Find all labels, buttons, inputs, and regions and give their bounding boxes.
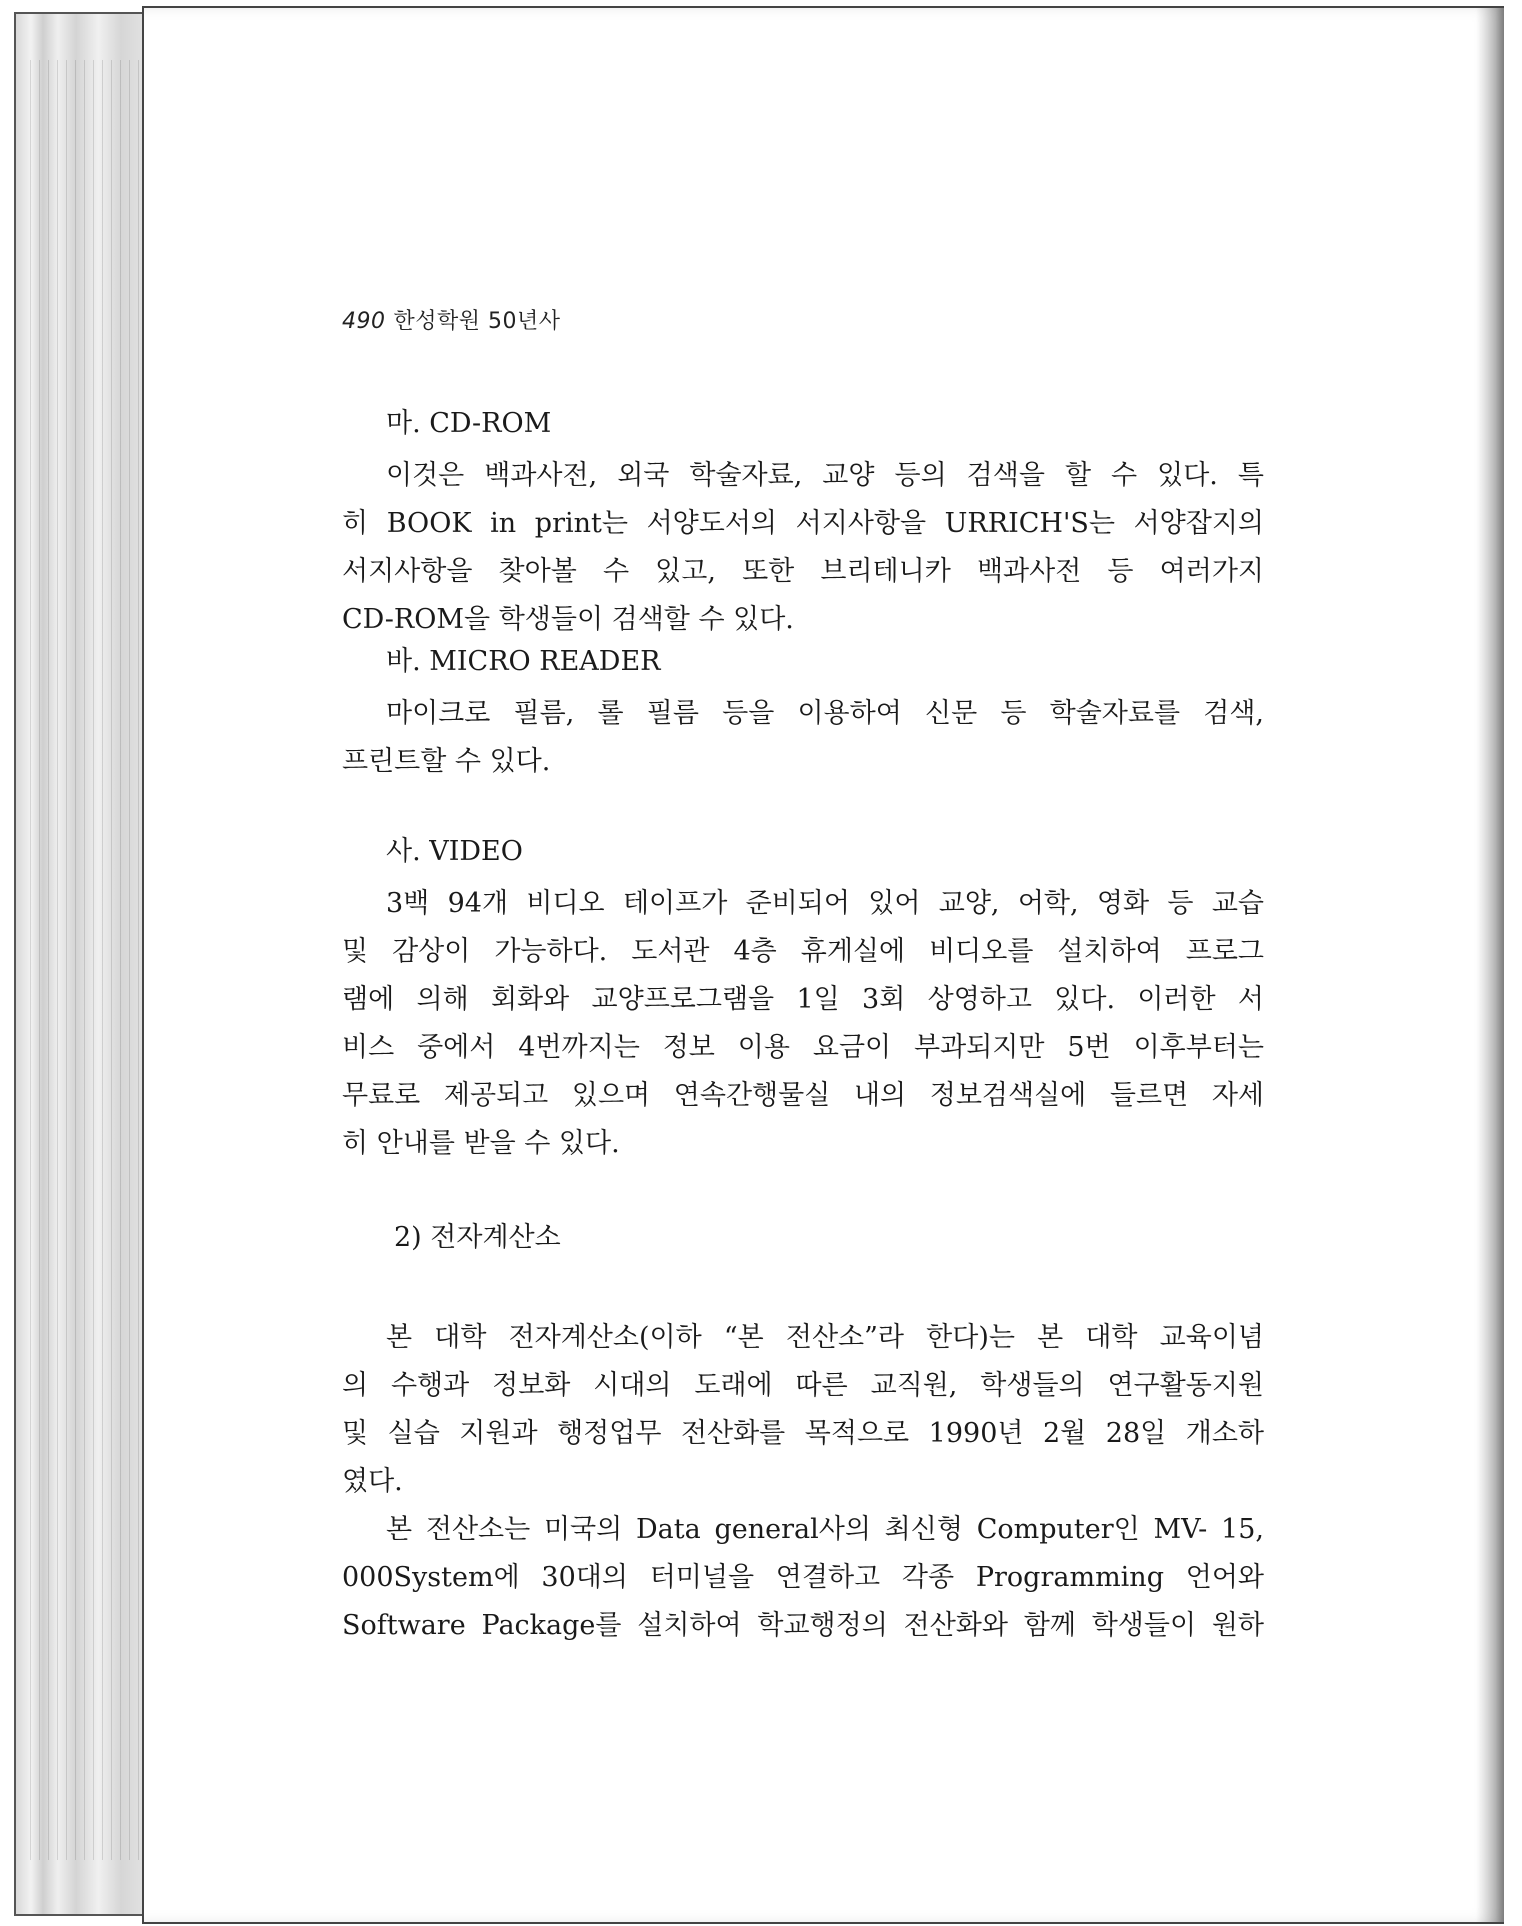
page-stack-lines [30,60,140,1860]
text-line: 및 감상이 가능하다. 도서관 4층 휴게실에 비디오를 설치하여 프로그 [342,936,1264,967]
text-line: 히 안내를 받을 수 있다. [342,1128,620,1159]
text-line: 마이크로 필름, 롤 필름 등을 이용하여 신문 등 학술자료를 검색, [386,698,1264,729]
text-line: 3백 94개 비디오 테이프가 준비되어 있어 교양, 어학, 영화 등 교습 [386,888,1264,919]
text-line: 서지사항을 찾아볼 수 있고, 또한 브리테니카 백과사전 등 여러가지 [342,556,1264,587]
section-body-cdrom [342,452,1264,644]
text-line: 본 대학 전자계산소(이하 “본 전산소”라 한다)는 본 대학 교육이념 [386,1322,1264,1353]
section-heading-micro-reader: 바. MICRO READER [386,646,661,677]
text-line: 본 전산소는 미국의 Data general사의 최신형 Computer인 MV- 15, [386,1514,1264,1545]
section-body-computer-center-para2 [342,1506,1264,1650]
text-line: 무료로 제공되고 있으며 연속간행물실 내의 정보검색실에 들르면 자세 [342,1080,1264,1111]
section-heading-video: 사. VIDEO [386,836,523,867]
text-line: 및 실습 지원과 행정업무 전산화를 목적으로 1990년 2월 28일 개소하 [342,1418,1264,1449]
running-head [342,304,561,335]
section-body-video [342,880,1264,1168]
section-body-computer-center-para1 [342,1314,1264,1506]
text-line: Software Package를 설치하여 학교행정의 전산화와 함께 학생들이 원하 [342,1610,1264,1641]
section-heading-computer-center: 2) 전자계산소 [394,1222,561,1253]
text-line: 의 수행과 정보화 시대의 도래에 따른 교직원, 학생들의 연구활동지원 [342,1370,1264,1401]
section-heading-cdrom: 마. CD-ROM [386,408,552,439]
text-line: 였다. [342,1466,403,1497]
text-line: 비스 중에서 4번까지는 정보 이용 요금이 부과되지만 5번 이후부터는 [342,1032,1264,1063]
text-line: 램에 의해 회화와 교양프로그램을 1일 3회 상영하고 있다. 이러한 서 [342,984,1264,1015]
book-page [142,6,1504,1924]
book-title: 한성학원 50년사 [393,309,561,334]
text-line: 000System에 30대의 터미널을 연결하고 각종 Programming 언어와 [342,1562,1264,1593]
text-line: 이것은 백과사전, 외국 학술자료, 교양 등의 검색을 할 수 있다. 특 [386,460,1264,491]
page-number: 490 [342,309,386,334]
section-body-micro-reader [342,690,1264,786]
text-line: 히 BOOK in print는 서양도서의 서지사항을 URRICH'S는 서양잡지의 [342,508,1264,539]
text-line: 프린트할 수 있다. [342,746,551,777]
page-gutter-shadow [1476,8,1504,1922]
text-line: CD-ROM을 학생들이 검색할 수 있다. [342,604,794,635]
